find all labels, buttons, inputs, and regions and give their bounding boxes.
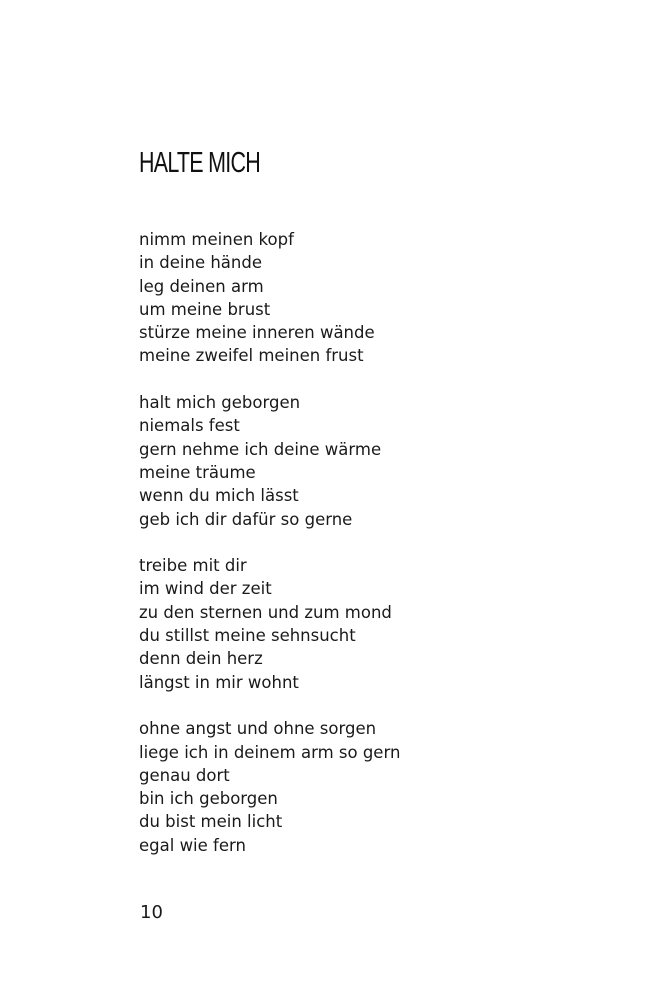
poem-line: genau dort xyxy=(139,765,230,785)
poem-line: ohne angst und ohne sorgen xyxy=(139,719,377,739)
poem-line: bin ich geborgen xyxy=(139,789,278,809)
poem-line: du stillst meine sehnsucht xyxy=(139,626,356,646)
poem-title: HALTE MICH xyxy=(139,147,260,179)
poem-line: im wind der zeit xyxy=(139,579,272,599)
poem-line: längst in mir wohnt xyxy=(139,672,299,692)
poem-line: leg deinen arm xyxy=(139,276,264,296)
poem-line: nimm meinen kopf xyxy=(139,230,294,249)
poem-line: niemals fest xyxy=(139,416,240,436)
poem-line: meine zweifel meinen frust xyxy=(139,346,364,366)
stanza xyxy=(139,554,619,694)
poem-line: zu den sternen und zum mond xyxy=(139,602,392,622)
poem-line: liege ich in deinem arm so gern xyxy=(139,742,401,762)
poem-body xyxy=(139,228,619,880)
poem-line: egal wie fern xyxy=(139,835,246,855)
poem-line: in deine hände xyxy=(139,253,263,273)
poem-line: denn dein herz xyxy=(139,649,263,669)
page-number: 10 xyxy=(140,902,163,923)
poem-line: treibe mit dir xyxy=(139,556,247,576)
stanza xyxy=(139,391,619,531)
stanza xyxy=(139,717,619,857)
poem-line: meine träume xyxy=(139,462,256,482)
poem-line: wenn du mich lässt xyxy=(139,486,299,506)
poem-line: gern nehme ich deine wärme xyxy=(139,439,382,459)
poem-line: halt mich geborgen xyxy=(139,393,301,413)
poem-line: du bist mein licht xyxy=(139,812,283,832)
poem-line: stürze meine inneren wände xyxy=(139,323,375,343)
poem-line: um meine brust xyxy=(139,299,271,319)
poem-line: geb ich dir dafür so gerne xyxy=(139,509,353,529)
stanza xyxy=(139,228,619,368)
